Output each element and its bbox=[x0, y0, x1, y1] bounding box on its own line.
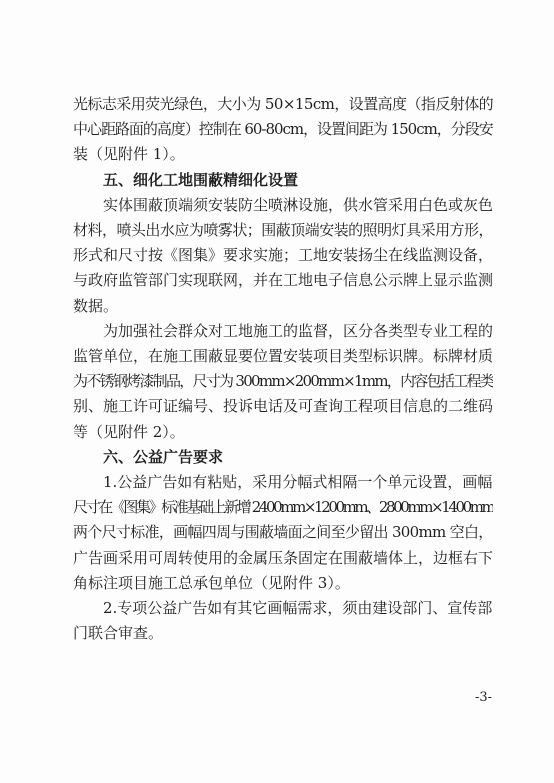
page-number: -3- bbox=[474, 690, 492, 705]
text-line: 数据。 bbox=[73, 296, 119, 315]
text-line: 角标注项目施工总承包单位（见附件 3）。 bbox=[73, 573, 350, 592]
text-line: 与政府监管部门实现联网，并在工地电子信息公示牌上显示监测 bbox=[73, 271, 493, 290]
text-line: 门联合审查。 bbox=[73, 624, 164, 643]
text-line: 等（见附件 2）。 bbox=[73, 422, 185, 441]
text-line: 2.专项公益广告如有其它画幅需求，须由建设部门、宣传部 bbox=[103, 599, 493, 617]
text-line: 为加强社会群众对工地施工的监督，区分各类型专业工程的 bbox=[103, 321, 493, 340]
text-line: 监管单位，在施工围蔽显要位置安装项目类型标识牌。标牌材质 bbox=[73, 347, 493, 365]
text-line: 材料，喷头出水应为喷雾状；围蔽顶端安装的照明灯具采用方形， bbox=[73, 221, 493, 239]
text-line: 广告画采用可周转使用的金属压条固定在围蔽墙体上，边框右下 bbox=[73, 548, 493, 567]
text-line: 为不锈钢烤漆制品，尺寸为 300mm×200mm×1mm，内容包括工程类 bbox=[73, 372, 493, 391]
text-line: 光标志采用荧光绿色，大小为 50×15cm，设置高度（指反射体的 bbox=[73, 95, 493, 113]
text-line: 两个尺寸标准，画幅四周与围蔽墙面之间至少留出 300mm 空白， bbox=[73, 523, 493, 542]
text-line: 别、施工许可证编号、投诉电话及可查询工程项目信息的二维码 bbox=[73, 397, 493, 416]
text-line: 1.公益广告如有粘贴，采用分幅式相隔一个单元设置，画幅 bbox=[103, 473, 493, 491]
text-line: 中心距路面的高度）控制在 60-80cm，设置间距为 150cm，分段安 bbox=[73, 120, 493, 139]
text-line: 尺寸在《图集》标准基础上新增 2400mm×1200mm、2800mm×1400mm bbox=[73, 498, 493, 517]
section-heading: 五、细化工地围蔽精细化设置 bbox=[103, 170, 299, 189]
text-line: 装（见附件 1）。 bbox=[73, 145, 185, 164]
text-line: 形式和尺寸按《图集》要求实施；工地安装扬尘在线监测设备， bbox=[73, 246, 493, 265]
section-heading: 六、公益广告要求 bbox=[103, 447, 224, 466]
text-line: 实体围蔽顶端须安装防尘喷淋设施，供水管采用白色或灰色 bbox=[103, 195, 493, 214]
